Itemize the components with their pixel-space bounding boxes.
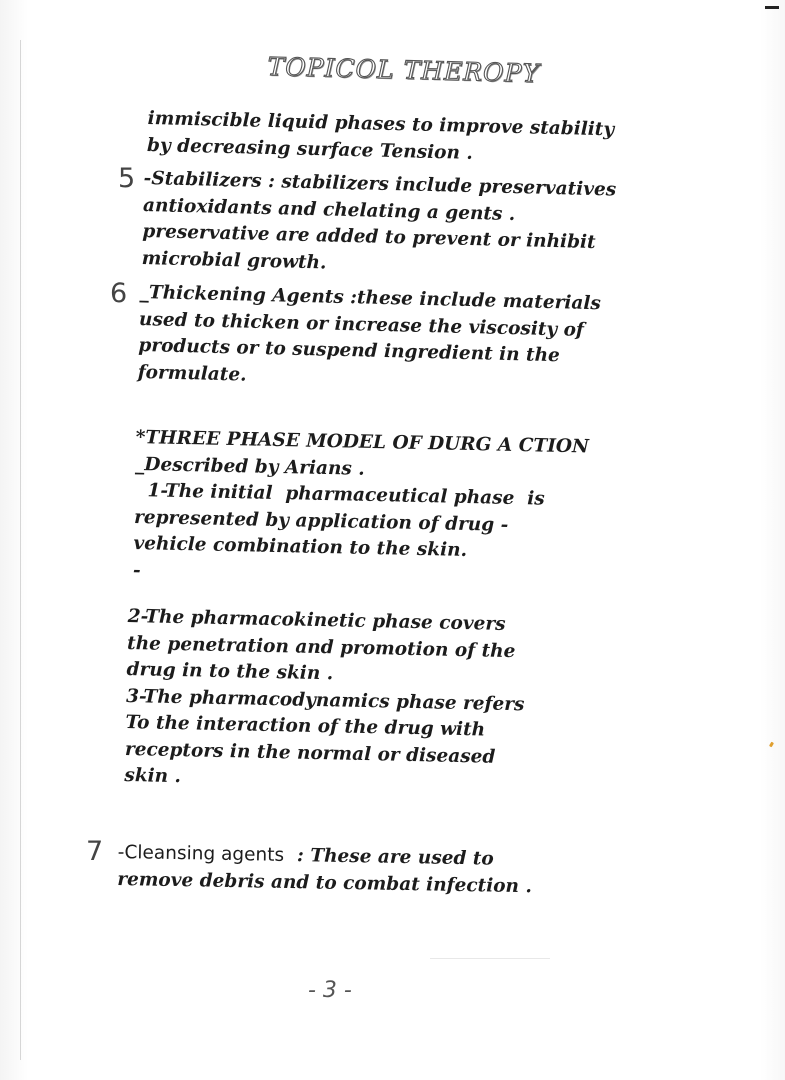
text-line: antioxidants and chelating a gents . [142, 194, 516, 225]
handwritten-number-5: 5 [118, 163, 136, 194]
text-line: 1-The initial pharmaceutical phase is [134, 479, 545, 510]
section-three-phase-model [133, 425, 589, 593]
paragraph-stabilizers [141, 166, 616, 284]
text-line: represented by application of drug - [133, 506, 509, 536]
text-line: 3-The pharmacodynamics phase refers [125, 685, 525, 715]
text-line: To the interaction of the drug with [125, 711, 486, 741]
text-line: - [132, 559, 141, 581]
faint-scan-line [430, 958, 550, 959]
text-line: drug in to the skin . [126, 658, 334, 685]
corner-mark [765, 6, 779, 9]
paragraph-surface-tension [147, 106, 615, 170]
text-line: the penetration and promotion of the [126, 632, 516, 662]
text-line: _Described by Arians . [134, 453, 365, 480]
paragraph-thickening-agents [137, 280, 601, 397]
ink-speck [769, 742, 774, 748]
text-line: receptors in the normal or diseased [124, 738, 496, 768]
text-line: microbial growth. [141, 247, 327, 273]
paragraph-phases [124, 604, 526, 798]
text-line: by decreasing surface Tension . [146, 134, 474, 164]
text-line: formulate. [137, 361, 247, 386]
handwritten-number-6: 6 [110, 278, 128, 309]
page-title: TOPICOL THEROPY [267, 52, 541, 89]
text-line: skin . [124, 764, 182, 788]
text-line: preservative are added to prevent or inhibit [142, 220, 596, 254]
paragraph-cleansing-agents [117, 840, 532, 900]
text-line: used to thicken or increase the viscosity of [138, 308, 585, 341]
text-line: vehicle combination to the skin. [133, 532, 468, 561]
handwritten-number-7: 7 [86, 836, 104, 867]
page-left-edge [20, 40, 21, 1060]
text-line: immiscible liquid phases to improve stability [147, 107, 615, 141]
cleansing-agents-text: : These are used to [283, 844, 494, 870]
text-line: -Stabilizers : stabilizers include preservatives [143, 167, 617, 201]
text-line: remove debris and to combat infection . [117, 868, 533, 897]
section-heading: *THREE PHASE MODEL OF DURG A CTION [135, 426, 590, 458]
page-number: - 3 - [308, 978, 352, 1003]
cleansing-agents-label: -Cleansing agents [117, 841, 285, 866]
text-line: 2-The pharmacokinetic phase covers [127, 605, 506, 635]
text-line: _Thickening Agents :these include materials [139, 281, 602, 315]
text-line: products or to suspend ingredient in the [138, 334, 561, 367]
